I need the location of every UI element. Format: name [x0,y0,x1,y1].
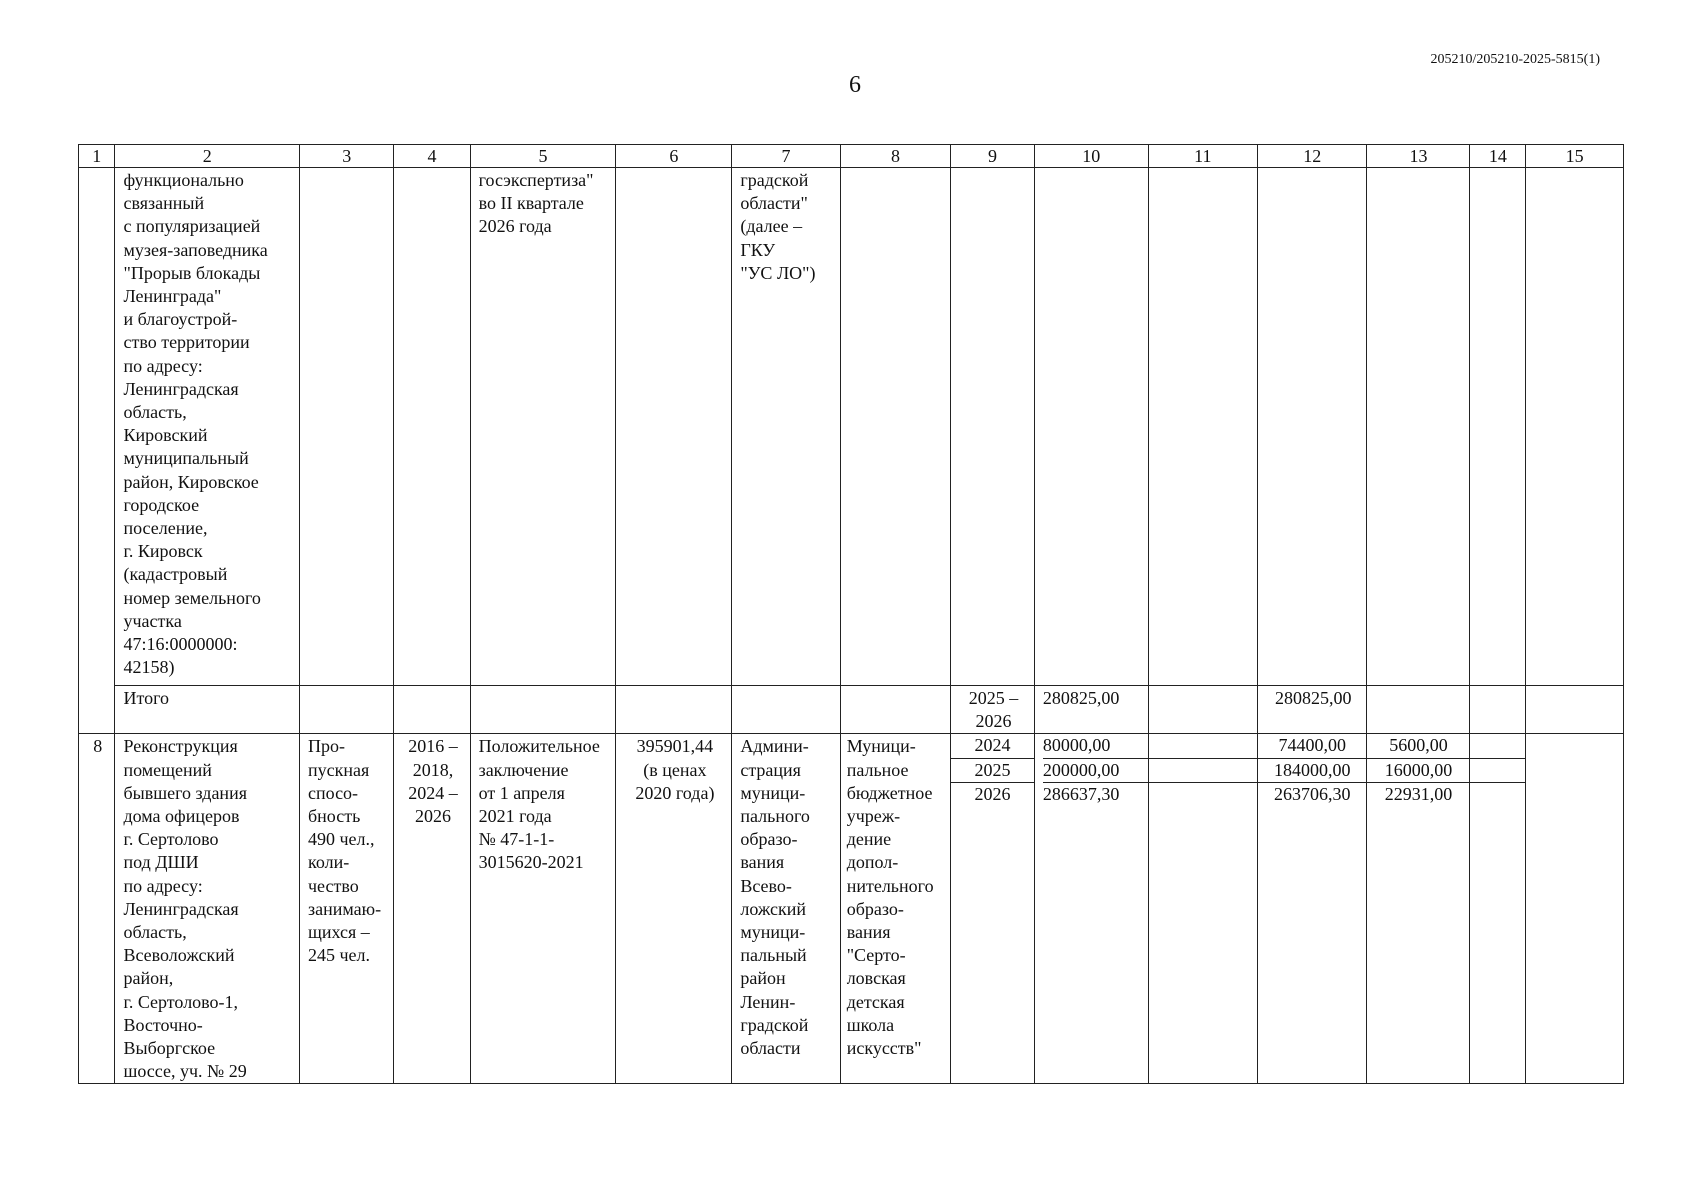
page-number: 6 [849,72,861,98]
header-cell: 4 [394,145,470,168]
amount-cell [1034,734,1148,1084]
year-value: 2024 [951,734,1034,758]
total-regional-cell [1258,686,1367,734]
table-cell [1526,168,1624,686]
table-cell [616,686,732,734]
expertise-text: госэкспертиза" во II квартале 2026 года [478,170,594,237]
recipient-cell [840,734,951,1084]
expertise-text: Положительное заключение от 1 апреля 2021 года № 47-1-1- 3015620-2021 [478,736,600,873]
object-description-cell [115,734,300,1084]
period-cell [394,734,470,1084]
customer-text: Админи- страция муници- пального образо- вания Всево- ложский муници- пальный район Ленин- градской области [740,736,810,1059]
table-cell [1367,686,1470,734]
recipient-text: Муници- пальное бюджетное учреж- дение допол- нительного образо- вания "Серто- ловская детская школа искусств" [846,736,934,1059]
total-label-cell [115,686,300,734]
cost-text: 395901,44 (в ценах 2020 года) [635,736,715,803]
table-cell [1148,734,1257,1084]
table-cell [79,686,115,734]
amount-value: 80000,00 [1043,734,1148,758]
period-text: 2016 – 2018, 2024 – 2026 [408,736,458,827]
total-label: Итого [123,688,170,708]
table-cell [470,686,616,734]
customer-cell [732,168,840,686]
regional-amount-value: 74400,00 [1258,734,1366,758]
header-cell: 1 [79,145,115,168]
header-cell: 11 [1148,145,1257,168]
table-cell [1470,734,1526,1084]
table-cell [1470,686,1526,734]
document-id: 205210/205210-2025-5815(1) [1430,52,1600,67]
table-row-continuation [79,168,1624,686]
header-cell: 15 [1526,145,1624,168]
expertise-cell [470,734,616,1084]
regional-amount-cell [1258,734,1367,1084]
header-cell: 12 [1258,145,1367,168]
table-cell [616,168,732,686]
table-cell [732,686,840,734]
capacity-text: Про- пускная спосо- бность 490 чел., коли- чество занимаю- щихся – 245 чел. [308,736,382,966]
years-cell [951,734,1035,1084]
header-cell: 10 [1034,145,1148,168]
customer-cell [732,734,840,1084]
amount-value: 286637,30 [1042,783,1120,804]
header-cell: 6 [616,145,732,168]
customer-text: градской области" (далее – ГКУ "УС ЛО") [740,170,816,283]
header-cell: 14 [1470,145,1526,168]
table-cell [840,686,951,734]
table-cell [394,168,470,686]
local-amount-value: 5600,00 [1367,734,1469,758]
total-years-cell [951,686,1035,734]
data-table [78,144,1624,1084]
amount-value: 200000,00 [1043,759,1148,783]
table-cell [300,168,394,686]
capacity-cell [300,734,394,1084]
total-regional: 280825,00 [1274,688,1352,708]
header-cell: 8 [840,145,951,168]
expertise-cell [470,168,616,686]
header-row [79,145,1624,168]
header-cell: 13 [1367,145,1470,168]
table-cell [1367,168,1470,686]
table-row-8 [79,734,1624,1084]
cost-cell [616,734,732,1084]
object-description-text: функционально связанный с популяризацией музея-заповедника "Прорыв блокады Ленинграда" и благоустрой- ство территории по адресу: Ленинградская область, Кировский муниципальный район, Кировское городское поселение, г. Кировск (кадастровый номер земельного участка 47:16:0000000: 42158) [123,170,268,678]
header-cell: 7 [732,145,840,168]
header-cell: 2 [115,145,300,168]
year-value: 2026 [974,783,1011,804]
table-cell [394,686,470,734]
local-amount-cell [1367,734,1470,1084]
object-description-cell [115,168,300,686]
year-value: 2025 [951,759,1034,783]
table-cell [1526,734,1624,1084]
table-row-total [79,686,1624,734]
total-years: 2025 – 2026 [968,688,1019,732]
object-description-text: Реконструкция помещений бывшего здания дома офицеров г. Сертолово под ДШИ по адресу: Ленинградская область, Всеволожский район, г. Сертолово-1, Восточно- Выборгское шоссе, уч. № 29 [123,736,247,1082]
table-cell [79,168,115,686]
table-cell [1526,686,1624,734]
table-cell [1148,168,1257,686]
total-amount: 280825,00 [1042,688,1120,708]
header-cell: 3 [300,145,394,168]
total-amount-cell [1034,686,1148,734]
table-cell [1470,168,1526,686]
regional-amount-value: 184000,00 [1258,759,1366,783]
header-cell: 9 [951,145,1035,168]
header-cell: 5 [470,145,616,168]
table-cell [1148,686,1257,734]
local-amount-value: 16000,00 [1367,759,1469,783]
table-cell [951,168,1035,686]
local-amount-value: 22931,00 [1384,783,1453,804]
table-cell [1034,168,1148,686]
table-cell [840,168,951,686]
row-number-cell [79,734,115,1084]
table-cell [300,686,394,734]
table-cell [1258,168,1367,686]
regional-amount-value: 263706,30 [1273,783,1351,804]
row-number: 8 [93,736,103,757]
